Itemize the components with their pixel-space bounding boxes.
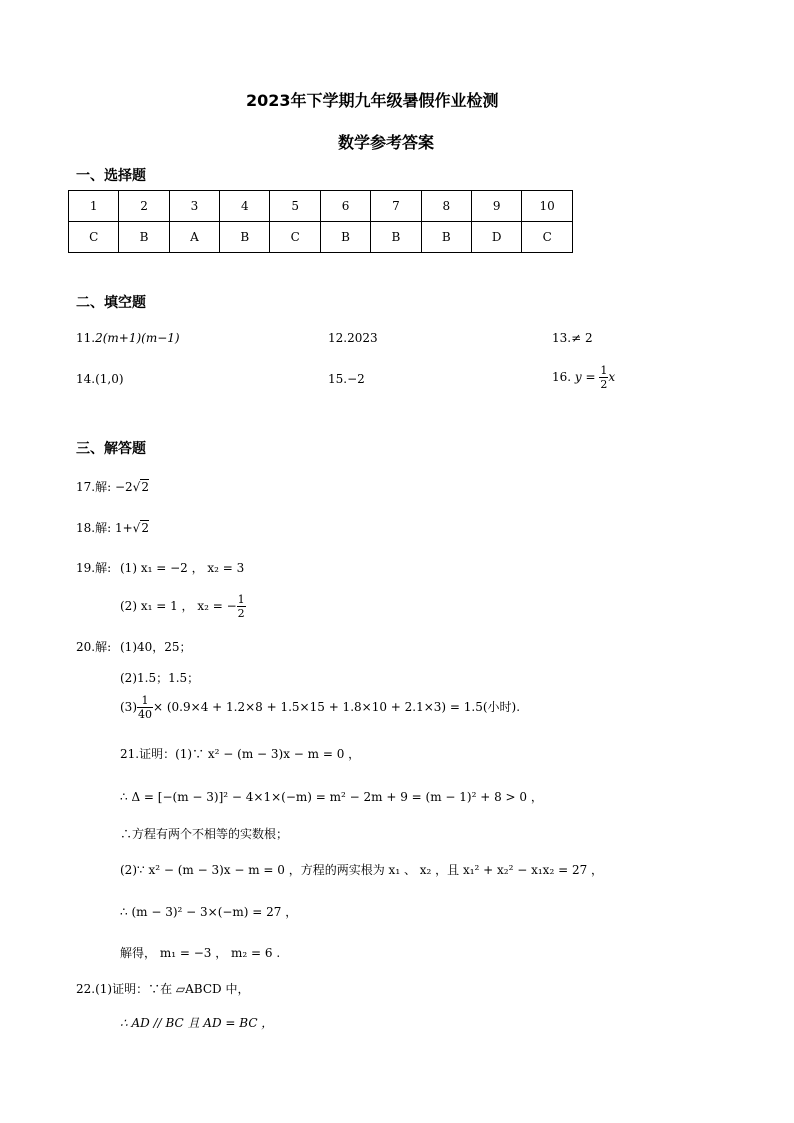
answer-20-part3-prefix: (3) <box>120 700 137 714</box>
answer-16 <box>552 364 615 391</box>
table-cell: 3 <box>169 191 219 222</box>
table-cell: 10 <box>522 191 573 222</box>
fraction-denominator: 2 <box>237 607 245 620</box>
table-cell: B <box>119 222 169 253</box>
answer-18: 18.解: 1+√2 <box>76 521 149 535</box>
answer-20-label: 20.解: <box>76 640 112 654</box>
fraction <box>237 593 246 620</box>
table-cell: C <box>522 222 573 253</box>
answer-16-lhs: y = <box>574 370 596 384</box>
table-cell: 7 <box>371 191 421 222</box>
answer-11 <box>76 331 180 345</box>
fraction-denominator: 2 <box>600 378 608 391</box>
page-subtitle: 数学参考答案 <box>338 133 435 152</box>
table-cell: B <box>320 222 370 253</box>
section-heading-fill: 二、填空题 <box>76 295 146 311</box>
table-cell: 4 <box>220 191 270 222</box>
answer-19-label: 19.解: <box>76 561 112 575</box>
answer-20-part1: (1)40，25； <box>120 640 192 654</box>
table-cell: C <box>270 222 320 253</box>
fraction-numerator: 1 <box>600 364 608 377</box>
fraction-numerator: 1 <box>237 593 245 606</box>
table-cell: B <box>220 222 270 253</box>
answer-18-const: 1+ <box>114 521 133 535</box>
section-heading-choice: 一、选择题 <box>76 168 146 184</box>
table-cell: B <box>421 222 471 253</box>
table-cell: 6 <box>320 191 370 222</box>
table-cell: A <box>169 222 219 253</box>
section-heading-solve: 三、解答题 <box>76 441 146 457</box>
answer-22-line1: 22.(1)证明：∵在 ▱ABCD 中， <box>76 982 250 996</box>
answer-17-label: 17.解: <box>76 480 112 494</box>
answer-17-coef: −2 <box>114 480 133 494</box>
answer-20-part3-expr: × (0.9×4 + 1.2×8 + 1.5×15 + 1.8×10 + 2.1×3) = 1.5(小时). <box>153 700 521 714</box>
fraction-numerator: 1 <box>137 694 153 708</box>
page-title: 2023年下学期九年级暑假作业检测 <box>246 91 499 110</box>
answer-21-line1: 21.证明：(1)∵ x² − (m − 3)x − m = 0 ， <box>120 747 361 761</box>
answer-17: 17.解: −2√2 <box>76 480 149 494</box>
table-cell: 5 <box>270 191 320 222</box>
answer-11-prefix: 11. <box>76 331 96 345</box>
answer-18-radicand: 2 <box>141 521 149 535</box>
answer-20-part2: (2)1.5；1.5； <box>120 671 200 685</box>
table-row-numbers <box>69 191 573 222</box>
answer-21-line5: ∴ (m − 3)² − 3×(−m) = 27 ， <box>120 905 298 919</box>
answer-21-line3: ∴方程有两个不相等的实数根； <box>120 827 289 841</box>
table-cell: D <box>471 222 521 253</box>
answer-21-line6: 解得， m₁ = −3 ， m₂ = 6 . <box>120 946 281 960</box>
answer-21-line4: (2)∵ x² − (m − 3)x − m = 0 ，方程的两实根为 x₁ 、 x₂ ，且 x₁² + x₂² − x₁x₂ = 27 ， <box>120 863 604 877</box>
table-cell: 2 <box>119 191 169 222</box>
table-row-answers <box>69 222 573 253</box>
answer-17-radicand: 2 <box>141 480 149 494</box>
answer-15: 15.−2 <box>328 372 365 386</box>
table-cell: B <box>371 222 421 253</box>
answer-table <box>68 190 573 253</box>
answer-18-label: 18.解: <box>76 521 112 535</box>
answer-20-part3 <box>120 694 520 721</box>
answer-21-line2: ∴ Δ = [−(m − 3)]² − 4×1×(−m) = m² − 2m + 9 = (m − 1)² + 8 > 0 ， <box>120 790 543 804</box>
answer-16-prefix: 16. <box>552 370 572 384</box>
answer-11-value: 2(m+1)(m−1) <box>95 331 180 345</box>
answer-13: 13.≠ 2 <box>552 331 593 345</box>
table-cell: 1 <box>69 191 119 222</box>
answer-19-part2 <box>120 593 246 620</box>
answer-19-part1: (1) x₁ = −2 ， x₂ = 3 <box>120 561 245 575</box>
answer-16-var: x <box>608 370 616 384</box>
answer-22-line2: ∴ AD // BC 且 AD = BC ， <box>120 1016 274 1030</box>
table-cell: 8 <box>421 191 471 222</box>
fraction-denominator: 40 <box>138 708 152 721</box>
table-cell: 9 <box>471 191 521 222</box>
fraction <box>137 694 153 721</box>
answer-19-part2-text: (2) x₁ = 1 ， x₂ = − <box>120 599 237 613</box>
answer-14: 14.(1,0) <box>76 372 124 386</box>
answer-12: 12.2023 <box>328 331 378 345</box>
table-cell: C <box>69 222 119 253</box>
